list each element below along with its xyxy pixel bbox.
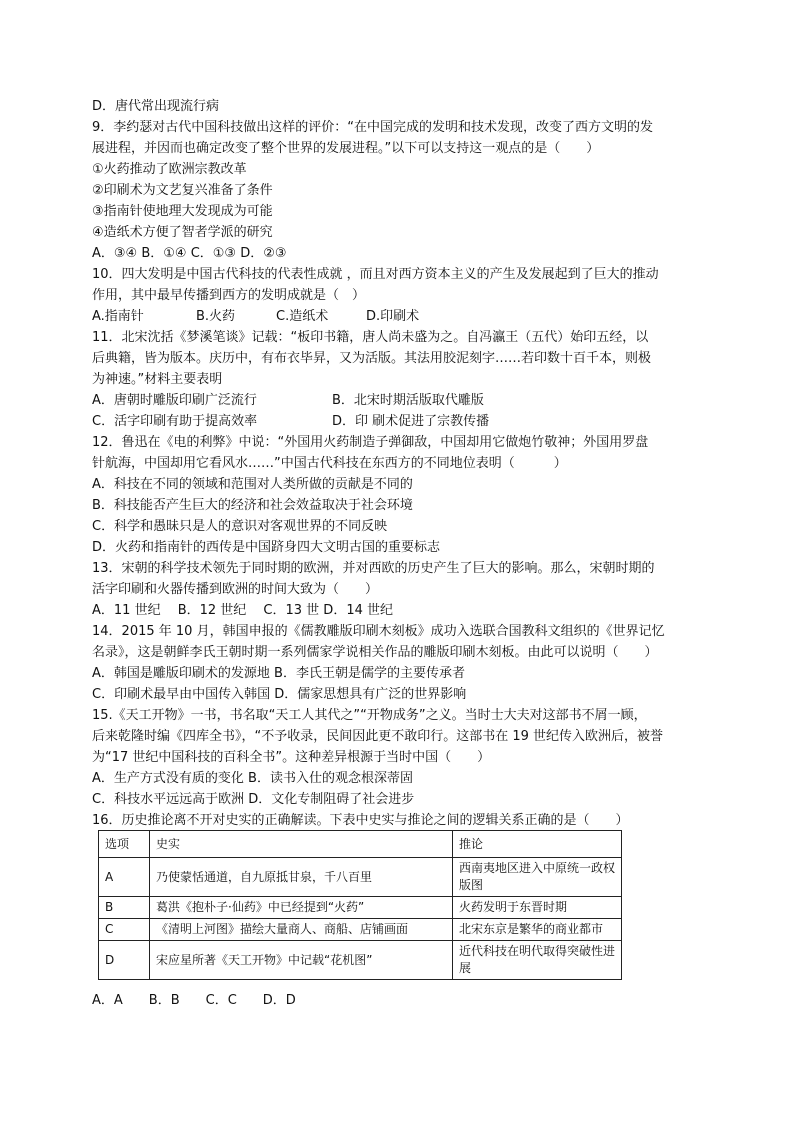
table-cell: D (99, 941, 150, 980)
q14-stem-line1: 14．2015 年 10 月，韩国申报的《儒教雕版印刷木刻板》成功入选联合国教科文组织的《世界记忆 (92, 624, 665, 639)
q12-option-b: B．科技能否产生巨大的经济和社会效益取决于社会环境 (92, 498, 413, 513)
table-cell: C (99, 919, 150, 941)
q15-options-line1: A．生产方式没有质的变化 B．读书入仕的观念根深蒂固 (92, 771, 413, 786)
q9-item-4: ④造纸术方便了智者学派的研究 (92, 225, 273, 240)
q11-option-d: D．印 刷术促进了宗教传播 (332, 414, 490, 429)
q9-item-1: ①火药推动了欧洲宗教改革 (92, 162, 247, 177)
q9-options: A．③④ B．①④ C．①③ D．②③ (92, 246, 287, 261)
table-cell: 北宋东京是繁华的商业都市 (453, 919, 622, 941)
table-cell: 西南夷地区进入中原统一政权版图 (453, 858, 622, 897)
q16-options: A．A B．B C．C D．D (92, 993, 296, 1008)
table-header: 选项 (99, 831, 150, 858)
q9-item-2: ②印刷术为文艺复兴准备了条件 (92, 183, 273, 198)
table-header-row (99, 831, 622, 858)
table-header: 推论 (453, 831, 622, 858)
table-cell: 葛洪《抱朴子·仙药》中已经提到“火药” (150, 897, 453, 919)
q10-option-c: C.造纸术 (276, 309, 329, 324)
q14-stem-line2: 名录》，这是朝鲜李氏王朝时期一系列儒家学说相关作品的雕版印刷木刻板。由此可以说明（ ） (92, 645, 658, 660)
q11-option-b: B．北宋时期活版取代雕版 (332, 393, 484, 408)
exam-page (92, 96, 712, 831)
q11-option-c: C．活字印刷有助于提高效率 (92, 414, 258, 429)
q15-options-line2: C．科技水平远远高于欧洲 D．文化专制阻碍了社会进步 (92, 792, 415, 807)
table-cell: B (99, 897, 150, 919)
q9-stem-line2: 展进程，并因而也确定改变了整个世界的发展进程。”以下可以支持这一观点的是（ ） (92, 141, 600, 156)
table-cell: A (99, 858, 150, 897)
q10-option-b: B.火药 (196, 309, 236, 324)
q11-options-row2 (92, 411, 712, 432)
table-row (99, 858, 622, 897)
q15-stem-line1: 15.《天工开物》一书，书名取“天工人其代之”“开物成务”之义。当时士大夫对这部书不屑一顾， (92, 708, 647, 723)
table-cell: 火药发明于东晋时期 (453, 897, 622, 919)
q10-stem-line2: 作用，其中最早传播到西方的发明成就是（ ） (92, 288, 366, 303)
q11-stem-line1: 11．北宋沈括《梦溪笔谈》记载：“板印书籍，唐人尚未盛为之。自冯瀛王（五代）始印五经，以 (92, 330, 649, 345)
q10-options (92, 306, 712, 327)
q15-stem-line2: 后来乾隆时编《四库全书》，“不予收录，民间因此更不敢印行。这部书在 19 世纪传入欧洲后，被誉 (92, 729, 664, 744)
q10-option-a: A.指南针 (92, 309, 144, 324)
q12-stem-line2: 针航海，中国却用它看风水……”中国古代科技在东西方的不同地位表明（ ） (92, 456, 567, 471)
q12-option-d: D．火药和指南针的西传是中国跻身四大文明古国的重要标志 (92, 540, 441, 555)
q14-options-line2: C．印刷术最早由中国传入韩国 D．儒家思想具有广泛的世界影响 (92, 687, 467, 702)
q11-stem-line2: 后典籍，皆为版本。庆历中，有布衣毕昇，又为活版。其法用胶泥刻字……若印数十百千本，则极 (92, 351, 652, 366)
table-cell: 乃使蒙恬通道，自九原抵甘泉，千八百里 (150, 858, 453, 897)
q10-stem-line1: 10．四大发明是中国古代科技的代表性成就 ，而且对西方资本主义的产生及发展起到了巨大的推动 (92, 267, 659, 282)
q14-options-line1: A．韩国是雕版印刷术的发源地 B．李氏王朝是儒学的主要传承者 (92, 666, 465, 681)
q11-options-row1 (92, 390, 712, 411)
q11-stem-line3: 为神速。”材料主要表明 (92, 372, 223, 387)
table-row (99, 897, 622, 919)
q15-stem-line3: 为“17 世纪中国科技的百科全书”。这种差异根源于当时中国（ ） (92, 750, 491, 765)
q13-stem-line1: 13．宋朝的科学技术领先于同时期的欧洲，并对西欧的历史产生了巨大的影响。那么，宋朝时期的 (92, 561, 655, 576)
q13-stem-line2: 活字印刷和火器传播到欧洲的时间大致为（ ） (92, 582, 379, 597)
table-header: 史实 (150, 831, 453, 858)
table-cell: 宋应星所著《天工开物》中记载“花机图” (150, 941, 453, 980)
q12-option-c: C．科学和愚昧只是人的意识对客观世界的不同反映 (92, 519, 388, 534)
q12-option-a: A．科技在不同的领域和范围对人类所做的贡献是不同的 (92, 477, 413, 492)
table-cell: 近代科技在明代取得突破性进展 (453, 941, 622, 980)
q11-option-a: A．唐朝时雕版印刷广泛流行 (92, 393, 257, 408)
table-row (99, 941, 622, 980)
q9-item-3: ③指南针使地理大发现成为可能 (92, 204, 273, 219)
q16-stem: 16．历史推论离不开对史实的正确解读。下表中史实与推论之间的逻辑关系正确的是（ ） (92, 813, 629, 828)
q9-stem-line1: 9．李约瑟对古代中国科技做出这样的评价：“在中国完成的发明和技术发现，改变了西方文明的发 (92, 120, 654, 135)
table-cell: 《清明上河图》描绘大量商人、商船、店铺画面 (150, 919, 453, 941)
history-table (98, 830, 622, 980)
q12-stem-line1: 12．鲁迅在《电的利弊》中说：“外国用火药制造子弹御敌，中国却用它做炮竹敬神；外国用罗盘 (92, 435, 649, 450)
table-row (99, 919, 622, 941)
q8-option-d: D．唐代常出现流行病 (92, 99, 220, 114)
q10-option-d: D.印刷术 (366, 309, 420, 324)
q13-options: A．11 世纪 B．12 世纪 C．13 世 D．14 世纪 (92, 603, 393, 618)
